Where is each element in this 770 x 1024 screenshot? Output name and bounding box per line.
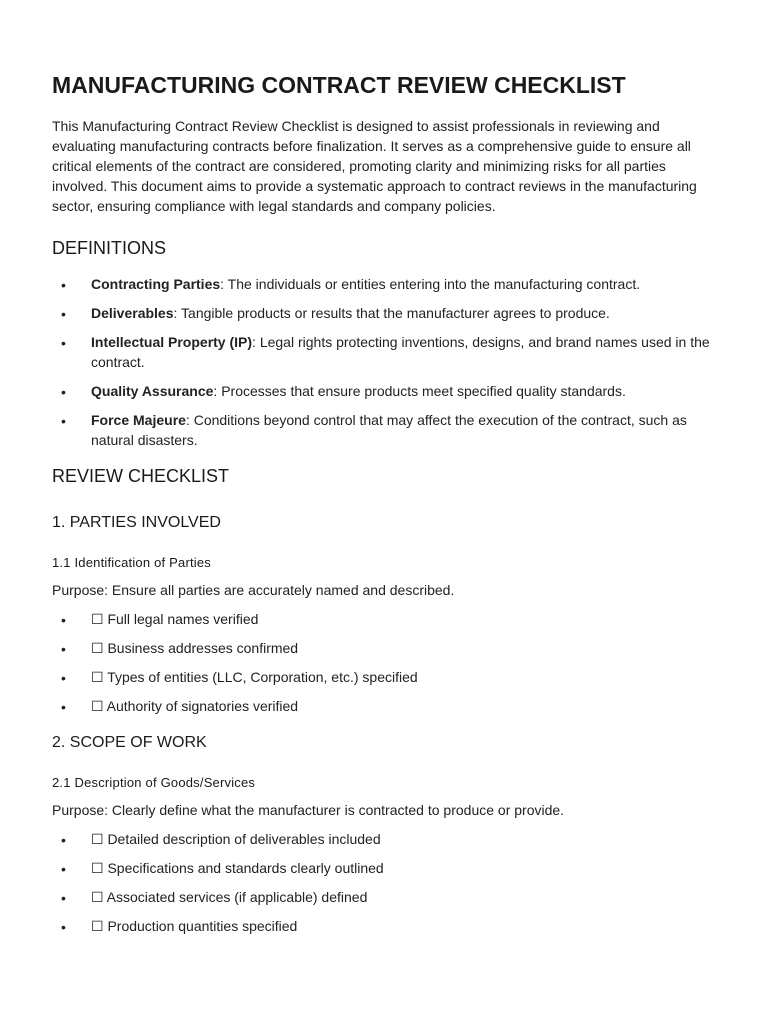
definition-text: : Legal rights protecting inventions, designs, and brand names used in the contract. — [91, 334, 710, 370]
definitions-list — [52, 274, 720, 450]
checklist-item-label: ☐ Full legal names verified — [91, 611, 259, 627]
subsection-heading: 2.1 Description of Goods/Services — [52, 775, 256, 790]
definition-item — [52, 332, 720, 372]
checklist-item[interactable] — [52, 609, 720, 629]
checklist-item-label: ☐ Associated services (if applicable) defined — [91, 889, 368, 905]
definition-term: Deliverables — [91, 305, 174, 321]
checklist-item-label: ☐ Detailed description of deliverables included — [91, 831, 381, 847]
review-checklist-heading: REVIEW CHECKLIST — [52, 466, 230, 486]
definitions-heading: DEFINITIONS — [52, 238, 167, 258]
bullet-icon: • — [61, 306, 66, 322]
bullet-icon: • — [61, 699, 66, 715]
definition-term: Force Majeure — [91, 412, 186, 428]
document-title: MANUFACTURING CONTRACT REVIEW CHECKLIST — [52, 72, 626, 98]
checklist-item[interactable] — [52, 667, 720, 687]
checklist-item[interactable] — [52, 858, 720, 878]
checklist-item-label: ☐ Types of entities (LLC, Corporation, etc.) specified — [91, 669, 418, 685]
definition-term: Contracting Parties — [91, 276, 221, 292]
definition-term: Intellectual Property (IP) — [91, 334, 253, 350]
checklist-item-label: ☐ Production quantities specified — [91, 918, 298, 934]
checklist-item-label: ☐ Specifications and standards clearly outlined — [91, 860, 384, 876]
purpose-text: Purpose: Ensure all parties are accurately named and described. — [52, 582, 455, 598]
definition-text: : Conditions beyond control that may affect the execution of the contract, such as natural disasters. — [91, 412, 687, 448]
definition-term: Quality Assurance — [91, 383, 214, 399]
checklist-item[interactable] — [52, 638, 720, 658]
checklist-item-label: ☐ Authority of signatories verified — [91, 698, 299, 714]
definition-text: : Processes that ensure products meet specified quality standards. — [213, 383, 626, 399]
bullet-icon: • — [61, 832, 66, 848]
subsection-heading: 1.1 Identification of Parties — [52, 555, 212, 570]
bullet-icon: • — [61, 919, 66, 935]
definition-text: : The individuals or entities entering into the manufacturing contract. — [220, 276, 641, 292]
definition-item — [52, 410, 720, 450]
checklist-item[interactable] — [52, 696, 720, 716]
bullet-icon: • — [61, 890, 66, 906]
checklist — [52, 829, 720, 936]
checklist-item[interactable] — [52, 887, 720, 907]
definition-item — [52, 274, 720, 294]
checklist-item[interactable] — [52, 916, 720, 936]
bullet-icon: • — [61, 861, 66, 877]
section-heading-scope: 2. SCOPE OF WORK — [52, 734, 207, 751]
section-heading-parties: 1. PARTIES INVOLVED — [52, 514, 221, 531]
bullet-icon: • — [61, 612, 66, 628]
intro-paragraph: This Manufacturing Contract Review Checklist is designed to assist professionals in reviewing and evaluating manufacturing contracts before finalization. It serves as a comprehensive guide to ensure all critical elements of the contract are considered, promoting clarity and minimizing risks for all parties involved. This document aims to provide a systematic approach to contract reviews in the manufacturing sector, ensuring compliance with legal standards and company policies. — [52, 118, 697, 214]
purpose-text: Purpose: Clearly define what the manufacturer is contracted to produce or provide. — [52, 802, 565, 818]
checklist-item[interactable] — [52, 829, 720, 849]
bullet-icon: • — [61, 335, 66, 351]
bullet-icon: • — [61, 413, 66, 429]
checklist — [52, 609, 720, 716]
bullet-icon: • — [61, 277, 66, 293]
definition-item — [52, 303, 720, 323]
definition-text: : Tangible products or results that the manufacturer agrees to produce. — [173, 305, 610, 321]
checklist-item-label: ☐ Business addresses confirmed — [91, 640, 299, 656]
bullet-icon: • — [61, 384, 66, 400]
definition-item — [52, 381, 720, 401]
bullet-icon: • — [61, 641, 66, 657]
bullet-icon: • — [61, 670, 66, 686]
